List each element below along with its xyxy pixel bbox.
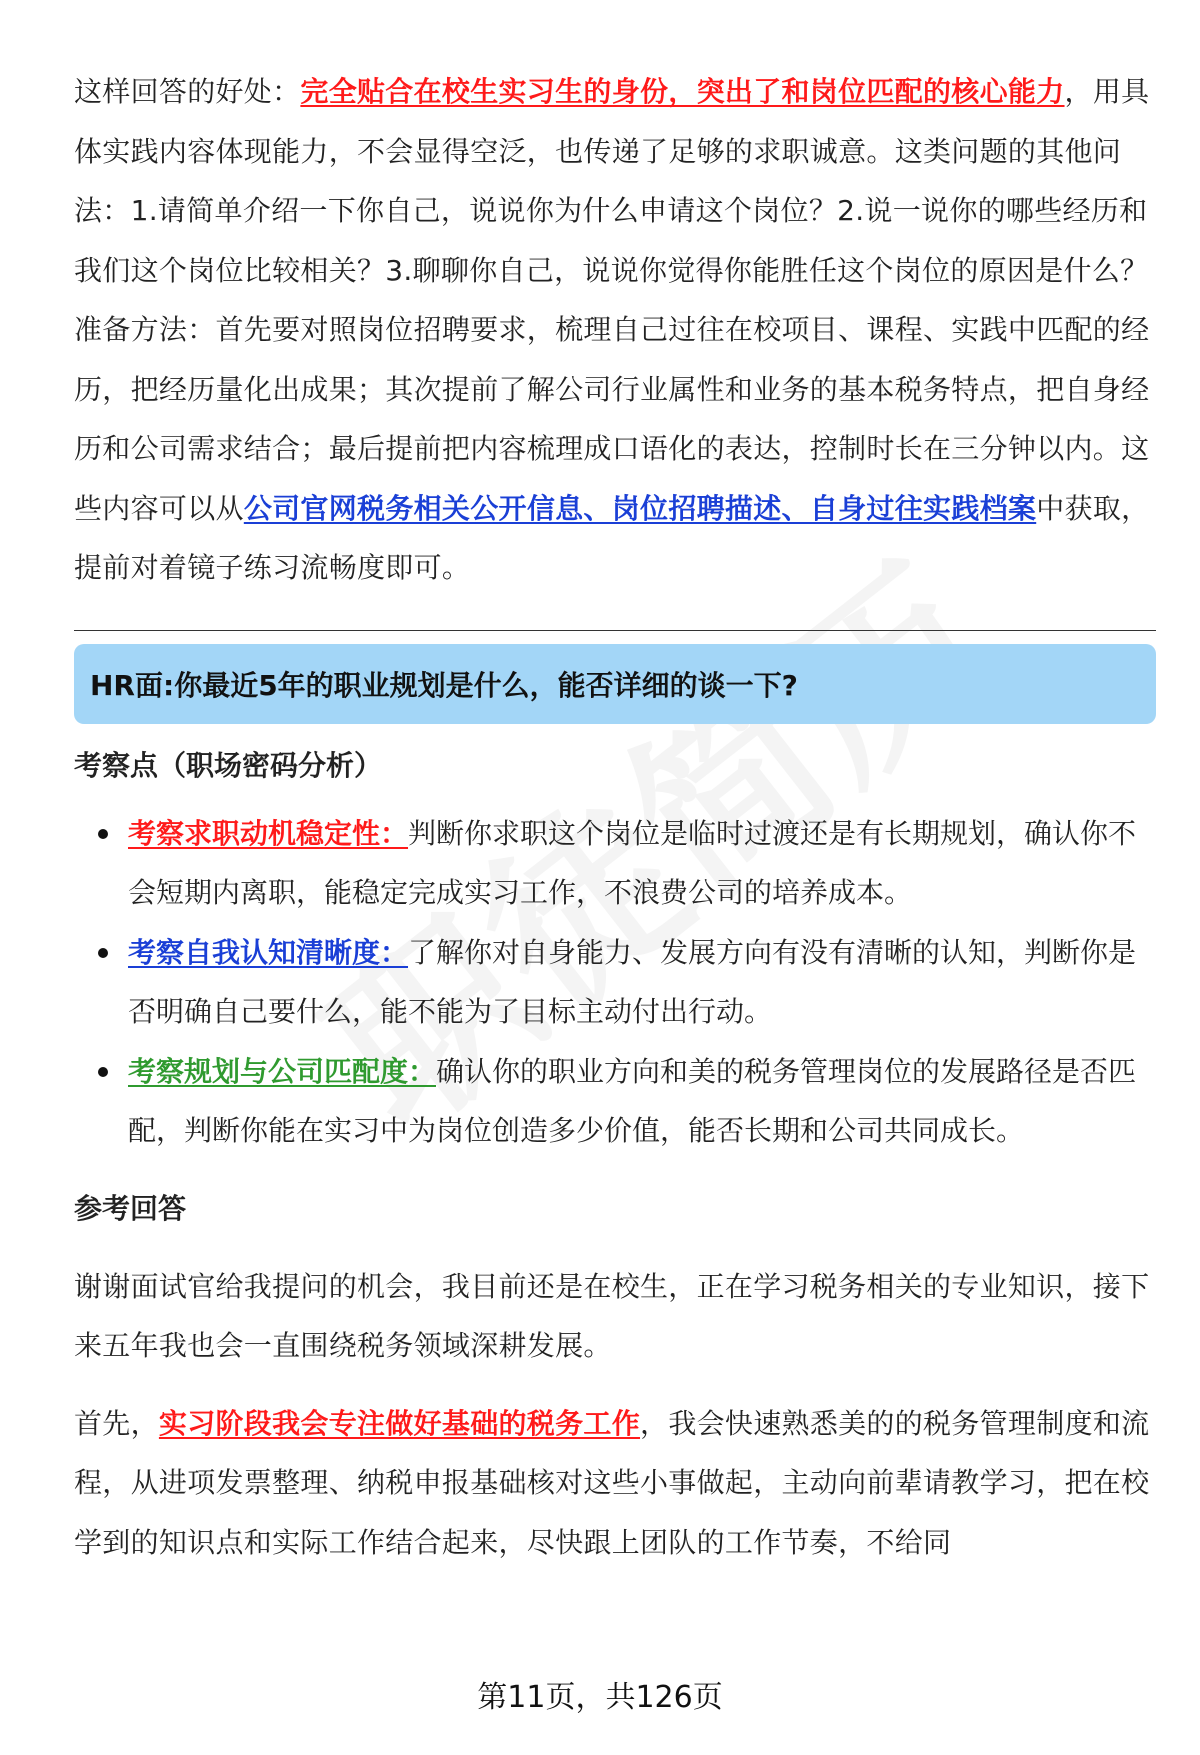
answer-highlight: 实习阶段我会专注做好基础的税务工作 (158, 1406, 641, 1440)
prep-rest: 中获取，提前对着镜子练习流畅度即可。 (74, 491, 1150, 584)
point-label: 考察自我认知清晰度： (128, 935, 409, 969)
intro-rest: ，用具体实践内容体现能力，不会显得空泛，也传递了足够的求职诚意。这类问题的其他问法：1.请简单介绍一下你自己，说说你为什么申请这个岗位？2.说一说你的哪些经历和我们这个岗位比较相关？3.聊聊你自己，说说你觉得你能胜任这个岗位的原因是什么？ (74, 75, 1150, 287)
section-title: 考察点（职场密码分析） (74, 748, 383, 782)
answer-paragraph-1: 谢谢面试官给我提问的机会，我目前还是在校生，正在学习税务相关的专业知识，接下来五年我也会一直围绕税务领域深耕发展。 (74, 1269, 1150, 1362)
answer-paragraph-2 (74, 1394, 1156, 1573)
section-divider (74, 630, 1156, 631)
point-label: 考察规划与公司匹配度： (128, 1054, 437, 1088)
assessment-points (74, 804, 1156, 1161)
bullet-icon (98, 948, 108, 958)
question-text: HR面:你最近5年的职业规划是什么，能否详细的谈一下? (90, 668, 798, 702)
point-text: 确认你的职业方向和美的税务管理岗位的发展路径是否匹配，判断你能在实习中为岗位创造多少价值，能否长期和公司共同成长。 (128, 1054, 1137, 1147)
question-banner (74, 644, 1156, 724)
intro-paragraph (74, 62, 1156, 300)
document-page (74, 62, 1156, 1572)
intro-highlight: 完全贴合在校生实习生的身份，突出了和岗位匹配的核心能力 (300, 75, 1065, 108)
prep-highlight: 公司官网税务相关公开信息、岗位招聘描述、自身过往实践档案 (243, 491, 1037, 525)
page-footer: 第11页，共126页 (477, 1680, 723, 1715)
answer-rest: ，我会快速熟悉美的的税务管理制度和流程，从进项发票整理、纳税申报基础核对这些小事做起，主动向前辈请教学习，把在校学到的知识点和实际工作结合起来，尽快跟上团队的工作节奏，不给同 (74, 1406, 1150, 1559)
answer-lead: 首先， (74, 1406, 159, 1440)
prep-text: 准备方法：首先要对照岗位招聘要求，梳理自己过往在校项目、课程、实践中匹配的经历，把经历量化出成果；其次提前了解公司行业属性和业务的基本税务特点，把自身经历和公司需求结合；最后提前把内容梳理成口语化的表达，控制时长在三分钟以内。这些内容可以从 (74, 313, 1150, 525)
point-label: 考察求职动机稳定性： (128, 816, 409, 850)
point-text: 了解你对自身能力、发展方向有没有清晰的认知，判断你是否明确自己要什么，能不能为了目标主动付出行动。 (128, 935, 1137, 1028)
assessment-point (74, 1042, 1156, 1161)
assessment-point (74, 923, 1156, 1042)
prep-paragraph (74, 300, 1156, 598)
intro-lead: 这样回答的好处： (74, 75, 301, 108)
point-text: 判断你求职这个岗位是临时过渡还是有长期规划，确认你不会短期内离职，能稳定完成实习工作，不浪费公司的培养成本。 (128, 816, 1137, 909)
bullet-icon (98, 1067, 108, 1077)
assessment-point (74, 804, 1156, 923)
reference-title: 参考回答 (74, 1191, 187, 1225)
bullet-icon (98, 829, 108, 839)
